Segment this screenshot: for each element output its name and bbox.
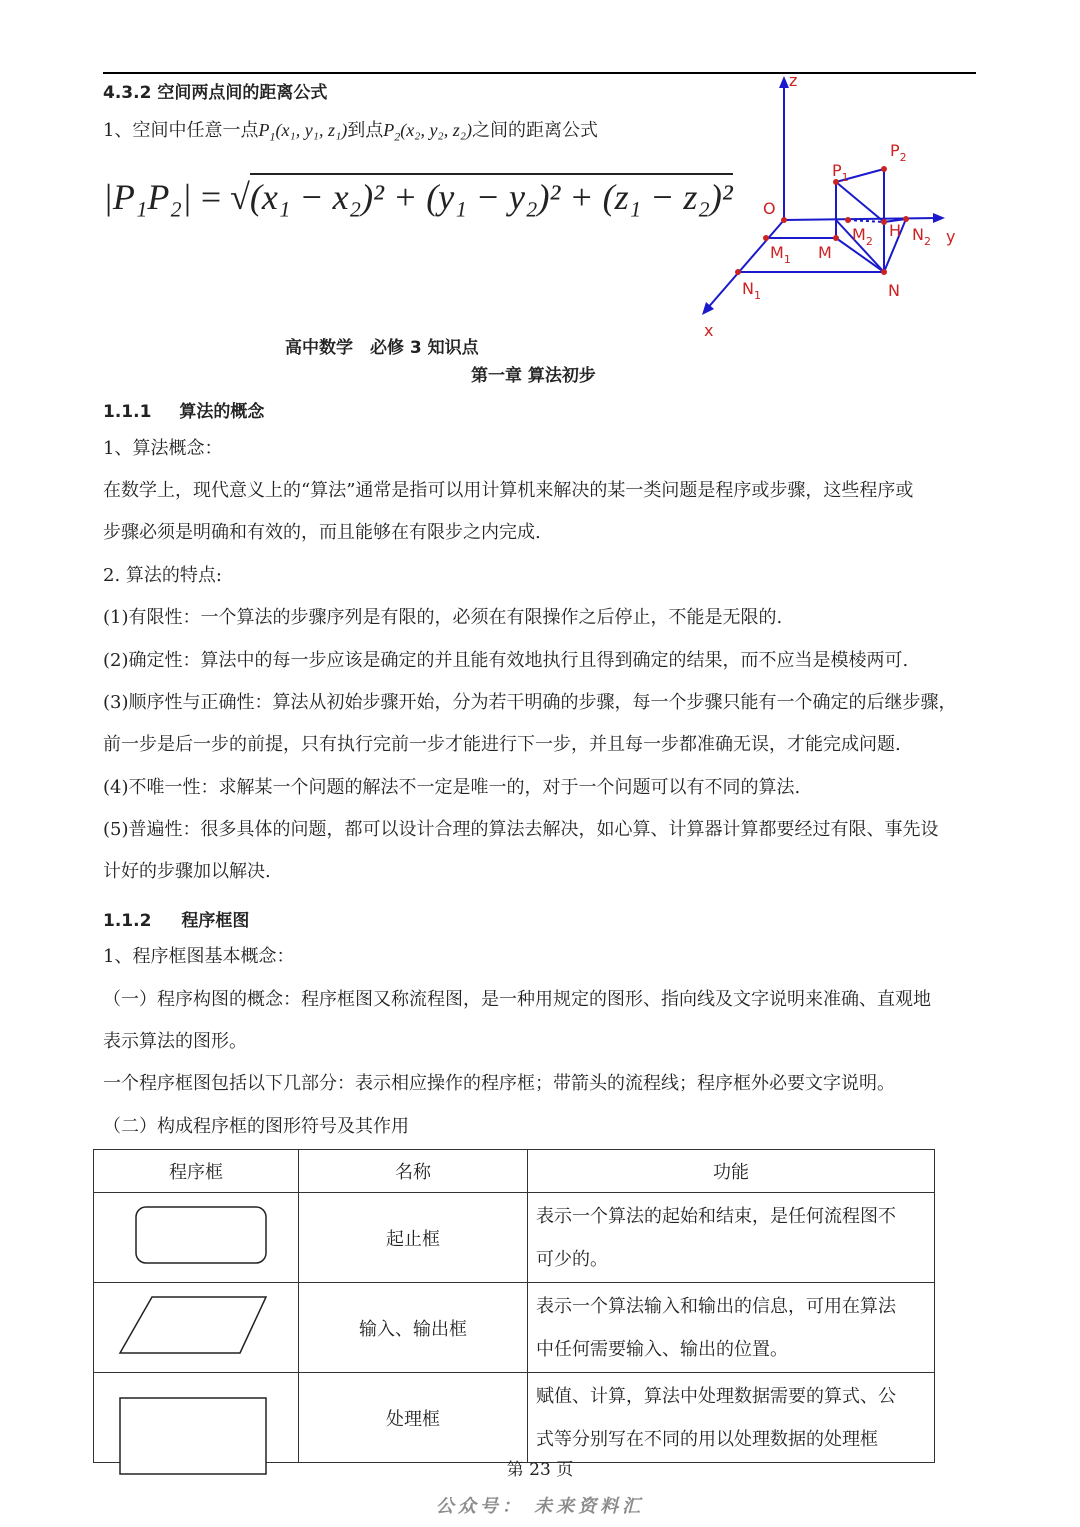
feature-nonunique: (4)不唯一性：求解某一个问题的解法不一定是唯一的，对于一个问题可以有不同的算法. <box>103 777 801 798</box>
point-n <box>881 269 887 275</box>
point-m <box>833 235 839 241</box>
section-111-title: 1.1.1 算法的概念 <box>103 402 265 422</box>
header-shape: 程序框 <box>94 1150 299 1193</box>
algo-features-heading: 2. 算法的特点: <box>103 565 222 586</box>
distance-formula <box>103 176 733 218</box>
point-m1 <box>763 235 769 241</box>
terminal-shape-icon <box>94 1193 298 1277</box>
label-p1: $P_1$ <box>832 161 849 184</box>
distance-intro <box>103 120 598 147</box>
y-axis <box>784 218 938 220</box>
label-n2: $N_2$ <box>912 225 931 248</box>
header-name: 名称 <box>299 1150 528 1193</box>
function-cell: 表示一个算法的起始和结束，是任何流程图不 可少的。 <box>528 1193 935 1283</box>
flowchart-parts: 一个程序框图包括以下几部分：表示相应操作的程序框；带箭头的流程线；程序框外必要文字说明。 <box>103 1073 895 1094</box>
io-shape-icon <box>94 1283 298 1367</box>
algo-def-line1: 在数学上，现代意义上的“算法”通常是指可以用计算机来解决的某一类问题是程序或步骤，这些程序或 <box>103 480 914 501</box>
feature-finite: (1)有限性：一个算法的步骤序列是有限的，必须在有限操作之后停止，不能是无限的. <box>103 607 783 628</box>
intro-prefix: 1、空间中任意一点 <box>103 120 259 141</box>
formula-lhs: |P₁P₂| <box>103 177 192 217</box>
feature-sequence-line1: (3)顺序性与正确性：算法从初始步骤开始，分为若干明确的步骤，每一个步骤只能有一个确定的后继步骤， <box>103 692 957 713</box>
algo-concept-heading: 1、算法概念： <box>103 438 223 459</box>
p1-h <box>836 182 884 222</box>
function-cell: 表示一个算法输入和输出的信息，可用在算法 中任何需要输入、输出的位置。 <box>528 1283 935 1373</box>
point-p2-dot <box>881 166 887 172</box>
table-header-row <box>94 1150 935 1193</box>
intro-suffix: 之间的距离公式 <box>471 120 598 141</box>
point-m2 <box>845 217 851 223</box>
account-watermark: 公众号： 未来资料汇 <box>435 1496 645 1517</box>
sqrt-icon: √ <box>230 177 250 217</box>
label-o: O <box>763 199 776 218</box>
label-p2: $P_2$ <box>890 141 907 164</box>
flowchart-symbols-table <box>93 1149 935 1463</box>
page-number: 第 23 页 <box>506 1460 574 1480</box>
formula-eq: = <box>200 177 222 217</box>
table-row <box>94 1283 935 1373</box>
function-cell: 赋值、计算，算法中处理数据需要的算式、公 式等分别写在不同的用以处理数据的处理框 <box>528 1373 935 1463</box>
feature-definite: (2)确定性：算法中的每一步应该是确定的并且能有效地执行且得到确定的结果，而不应当是模棱两可. <box>103 650 909 671</box>
section-432-title: 4.3.2 空间两点间的距离公式 <box>103 83 328 103</box>
shape-cell <box>94 1373 299 1463</box>
point-h <box>881 219 887 225</box>
name-cell: 起止框 <box>299 1193 528 1283</box>
shape-cell <box>94 1283 299 1373</box>
chapter-title: 第一章 算法初步 <box>471 366 596 386</box>
label-x: x <box>704 321 714 340</box>
table-row <box>94 1193 935 1283</box>
point-n1 <box>735 269 741 275</box>
intro-mid: 到点 <box>347 120 384 141</box>
z-arrow-icon <box>779 76 789 88</box>
feature-universal-line2: 计好的步骤加以解决. <box>103 861 271 882</box>
flowchart-def-line2: 表示算法的图形。 <box>103 1031 247 1052</box>
algo-def-line2: 步骤必须是明确和有效的，而且能够在有限步之内完成. <box>103 522 541 543</box>
label-m: M <box>818 243 832 262</box>
symbols-heading: （二）构成程序框的图形符号及其作用 <box>103 1116 409 1137</box>
label-z: z <box>789 71 798 90</box>
feature-universal-line1: (5)普遍性：很多具体的问题，都可以设计合理的算法去解决，如心算、计算器计算都要经过有限、事先设 <box>103 819 939 840</box>
flowchart-concept-heading: 1、程序框图基本概念： <box>103 946 295 967</box>
flowchart-def-line1: （一）程序构图的概念：程序框图又称流程图，是一种用规定的图形、指向线及文字说明来准确、直观地 <box>103 989 931 1010</box>
y-arrow-icon <box>933 213 945 223</box>
label-n: N <box>888 281 900 300</box>
shape-cell <box>94 1193 299 1283</box>
name-cell: 输入、输出框 <box>299 1283 528 1373</box>
label-m1: $M_1$ <box>770 243 791 266</box>
label-h: H <box>889 221 902 240</box>
point-n2 <box>903 216 909 222</box>
label-y: y <box>946 227 956 246</box>
name-cell: 处理框 <box>299 1373 528 1463</box>
m2-h-dashed <box>848 220 884 222</box>
label-n1: $N_1$ <box>742 279 761 302</box>
point-p1: $P_1(x_1$, y₁, z₁) <box>258 120 348 144</box>
coordinate-figure <box>690 70 980 340</box>
subtitle: 高中数学 必修 3 知识点 <box>285 338 479 358</box>
table-row <box>94 1373 935 1463</box>
section-112-title: 1.1.2 程序框图 <box>103 911 250 931</box>
formula-rhs: (x₁ − x₂)² + (y₁ − y₂)² + (z₁ − z₂)² <box>250 173 733 217</box>
point-p2: $P_2(x_2$, y₂, z₂) <box>383 120 472 144</box>
header-function: 功能 <box>528 1150 935 1193</box>
feature-sequence-line2: 前一步是后一步的前提，只有执行完前一步才能进行下一步，并且每一步都准确无误，才能完成问题. <box>103 734 901 755</box>
label-m2: $M_2$ <box>852 225 873 248</box>
point-o <box>781 217 787 223</box>
process-shape-icon <box>94 1373 298 1457</box>
